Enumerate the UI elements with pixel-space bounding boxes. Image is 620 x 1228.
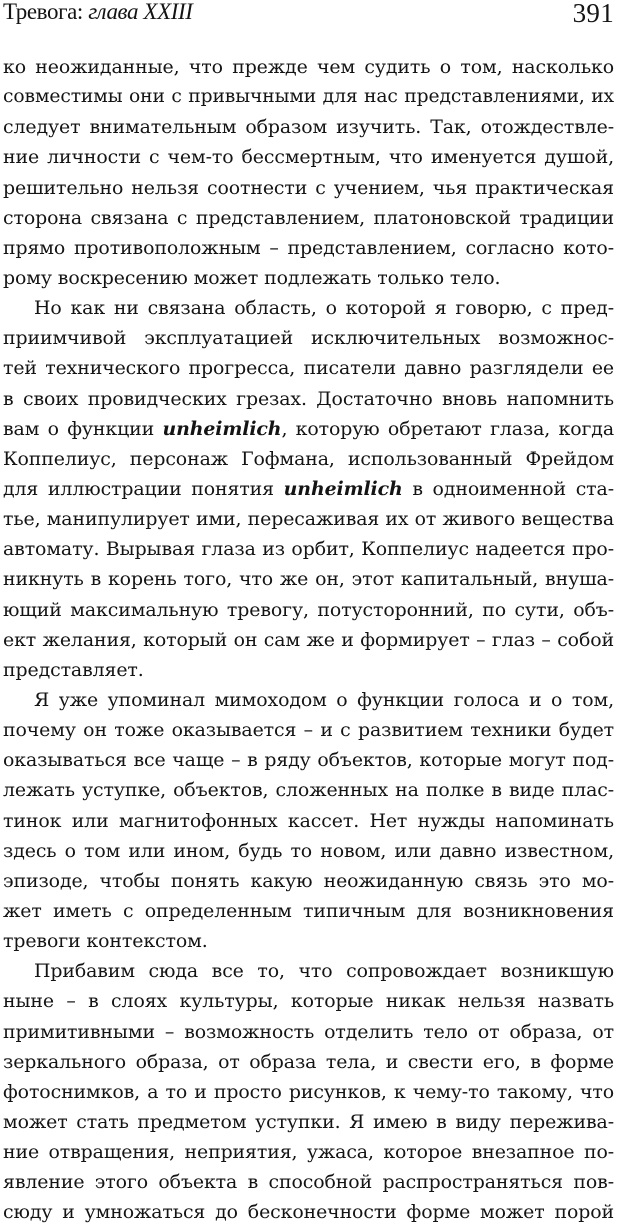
text-line: явление этого объекта в способной распространяться пов- <box>3 1171 614 1194</box>
text-run: в одноименной ста- <box>402 477 614 500</box>
text-line: примитивными – возможность отделить тело от образа, от <box>3 1020 614 1043</box>
text-line: лежать уступке, объектов, сложенных на полке в виде плас- <box>3 779 614 802</box>
page-number: 391 <box>572 0 614 28</box>
text-line: прямо противоположным – представлением, согласно кото- <box>3 236 614 259</box>
text-line: эпизоде, чтобы понять какую неожиданную связь это мо- <box>3 869 614 892</box>
text-line: ныне – в слоях культуры, которые никак нельзя назвать <box>3 990 614 1013</box>
running-head-chapter: глава XXIII <box>88 0 193 24</box>
running-head-prefix: Тревога: <box>3 0 89 24</box>
text-line: здесь о том или ином, будь то новом, или давно известном, <box>3 839 614 862</box>
text-line: жет иметь с определенным типичным для возникновения <box>3 899 614 922</box>
paragraph-first-line: Прибавим сюда все то, что сопровождает возникшую <box>34 960 614 983</box>
emphasis-term: unheimlich <box>162 417 282 440</box>
text-line: ние отвращения, неприятия, ужаса, которое внезапное по- <box>3 1141 614 1164</box>
text-line: зеркального образа, от образа тела, и свести его, в форме <box>3 1050 614 1073</box>
emphasis-term: unheimlich <box>283 477 403 500</box>
text-line-with-emphasis <box>3 414 614 444</box>
text-line: никнуть в корень того, что же он, этот капитальный, внуша- <box>3 568 614 591</box>
text-line: ко неожиданные, что прежде чем судить о том, насколько <box>3 56 614 78</box>
text-line: может стать предметом уступки. Я имею в виду пережива- <box>3 1110 614 1133</box>
text-run: для иллюстрации понятия <box>3 477 284 500</box>
body-text <box>3 52 614 1227</box>
text-run: вам о функции <box>3 417 163 440</box>
text-line: сюду и умножаться до бесконечности форме может порой <box>3 1201 614 1224</box>
text-line: ект желания, который он сам же и формирует – глаз – собой <box>3 628 614 651</box>
text-line: решительно нельзя соотнести с учением, чья практическая <box>3 176 614 199</box>
text-line: сторона связана с представлением, платоновской традиции <box>3 206 614 229</box>
text-line: Коппелиус, персонаж Гофмана, использованный Фрейдом <box>3 447 614 470</box>
text-line: оказываться все чаще – в ряду объектов, которые могут под- <box>3 749 614 772</box>
text-line: представляет. <box>3 658 144 681</box>
text-line: ние личности с чем-то бессмертным, что именуется душой, <box>3 146 614 169</box>
running-head <box>3 0 614 40</box>
text-line: в своих провидческих грезах. Достаточно вновь напомнить <box>3 387 614 410</box>
paragraph-first-line: Я уже упоминал мимоходом о функции голоса и о том, <box>34 688 614 711</box>
text-line: тревоги контекстом. <box>3 930 208 953</box>
text-line: автомату. Вырывая глаза из орбит, Коппелиус надеется про- <box>3 538 614 561</box>
text-line: ющий максимальную тревогу, потусторонний, по сути, объ- <box>3 598 614 621</box>
running-head-title <box>3 0 193 24</box>
text-line: тей технического прогресса, писатели давно разглядели ее <box>3 357 614 380</box>
text-line: приимчивой эксплуатацией исключительных возможнос- <box>3 327 614 350</box>
text-line: почему он тоже оказывается – и с развитием техники будет <box>3 719 614 742</box>
text-line: тье, манипулирует ими, пересаживая их от живого вещества <box>3 508 614 531</box>
text-line: следует внимательным образом изучить. Так, отождествле- <box>3 116 614 139</box>
text-line-with-emphasis <box>3 474 614 504</box>
text-line: тинок или магнитофонных кассет. Нет нужды напоминать <box>3 809 614 832</box>
text-run: , которую обретают глаза, когда <box>281 417 614 440</box>
text-line: фотоснимков, а то и просто рисунков, к чему-то такому, что <box>3 1080 614 1103</box>
text-line: рому воскресению может подлежать только тело. <box>3 266 501 289</box>
paragraph-first-line: Но как ни связана область, о которой я говорю, с пред- <box>34 297 614 320</box>
text-line: совместимы они с привычными для нас представлениями, их <box>3 86 614 108</box>
